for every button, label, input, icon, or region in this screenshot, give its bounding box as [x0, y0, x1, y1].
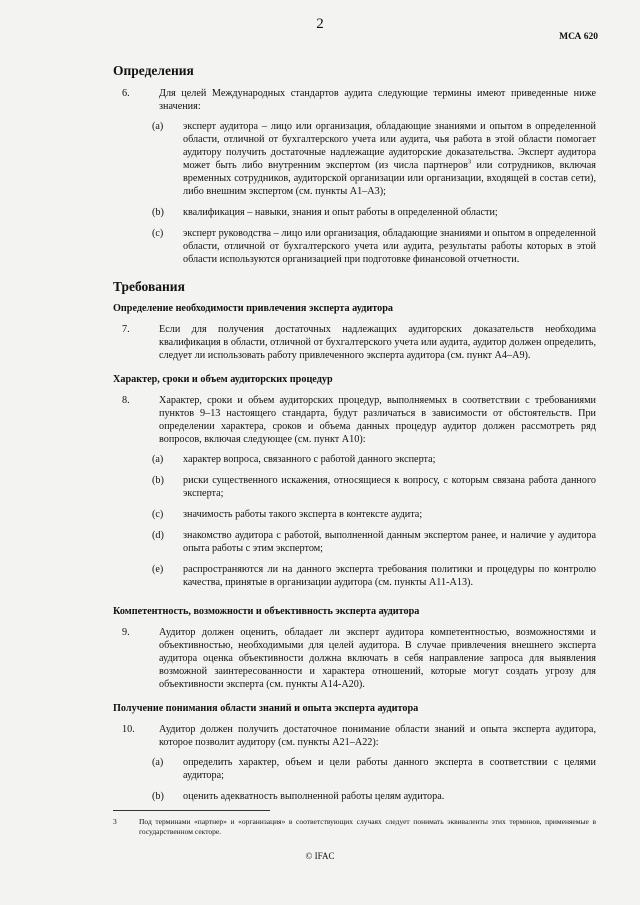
item-label: (a) — [152, 454, 164, 465]
paragraph-number: 10. — [122, 724, 135, 735]
paragraph-text: Для целей Международных стандартов аудита следующие термины имеют приведенные ниже значения: — [159, 88, 596, 112]
item-label: (a) — [152, 121, 164, 132]
list-item — [150, 529, 596, 555]
item-label: (d) — [152, 530, 164, 541]
item-text: характер вопроса, связанного с работой данного эксперта; — [183, 454, 436, 465]
item-label: (e) — [152, 564, 164, 575]
section-title-requirements: Требования — [113, 279, 185, 294]
list-item — [150, 206, 596, 219]
standard-code: МСА 620 — [559, 32, 598, 42]
footnote-separator — [113, 810, 270, 811]
item-text: эксперт аудитора – лицо или организация, обладающие знаниями и опытом в определенной области, отличной от бухгалтерского учета или аудита, чья работа в этой области помогает аудитору получить достаточные надлежащие аудиторские доказательства. Эксперт аудитора может быть либо внутренним экспертом (из числа партнеров$^3$ или сотрудников, включая временных сотрудников, аудиторской организации или организации, входящей в состав сети), либо внешним экспертом (см. пункты А1–А3); — [183, 121, 596, 197]
subsection-title: Характер, сроки и объем аудиторских процедур — [113, 374, 333, 385]
paragraph-number: 9. — [122, 627, 130, 638]
item-label: (a) — [152, 757, 164, 768]
page-body — [113, 63, 596, 811]
paragraph-text: Аудитор должен оценить, обладает ли эксперт аудитора компетентностью, возможностями и объективностью, необходимыми для целей аудитора. В случае привлечения внешнего эксперта аудитора оценка объективности должна включать в себя направление запроса для выявления возможной заинтересованности и характера отношений, которые могут создать угрозу для объективности эксперта (см. пункты А14-А20). — [159, 627, 596, 690]
footnote-text: Под терминами «партнер» и «организация» в соответствующих случаях следует понимать эквиваленты этих терминов, применяемые в государственном секторе. — [139, 817, 596, 836]
paragraph-text: Характер, сроки и объем аудиторских процедур, выполняемых в соответствии с требованиями пунктов 9–13 настоящего стандарта, будут различаться в зависимости от обстоятельств. При определении характера, сроков и объема данных процедур аудитор должен рассмотреть ряд вопросов, включая следующее (см. пункт А10): — [159, 395, 596, 445]
item-text: квалификация – навыки, знания и опыт работы в определенной области; — [183, 207, 498, 218]
paragraph-9 — [113, 626, 596, 691]
section-title-definitions: Определения — [113, 63, 194, 78]
list-item — [150, 227, 596, 266]
item-text: оценить адекватность выполненной работы целям аудитора. — [183, 791, 445, 802]
page-number: 2 — [316, 16, 324, 32]
footnote-ref: 3 — [467, 158, 472, 166]
paragraph-6 — [113, 87, 596, 113]
item-text: определить характер, объем и цели работы данного эксперта в соответствии с целями аудитора; — [183, 757, 596, 781]
list-item — [150, 563, 596, 589]
item-label: (b) — [152, 475, 164, 486]
paragraph-7 — [113, 323, 596, 362]
copyright-footer: © IFAC — [305, 851, 335, 861]
item-text: риски существенного искажения, относящиеся к вопросу, с которым связана работа данного эксперта; — [183, 475, 596, 499]
item-text: распространяются ли на данного эксперта требования политики и процедуры по контролю качества, принятые в организации аудитора (см. пункты А11-А13). — [183, 564, 596, 588]
paragraph-8 — [113, 394, 596, 446]
paragraph-number: 7. — [122, 324, 130, 335]
list-item — [150, 508, 596, 521]
definitions-list — [150, 120, 596, 266]
paragraph-number: 8. — [122, 395, 130, 406]
item-text: эксперт руководства – лицо или организация, обладающие знаниями и опытом в определенной области, отличной от бухгалтерского учета или аудита, результаты работы которых в этой области используются организацией при подготовке финансовой отчетности. — [183, 228, 596, 265]
paragraph-10 — [113, 723, 596, 749]
paragraph-text: Аудитор должен получить достаточное понимание области знаний и опыта эксперта аудитора, которое позволит аудитору (см. пункты А21–А22): — [159, 724, 596, 748]
list-item — [150, 453, 596, 466]
item-label: (b) — [152, 791, 164, 802]
subsection-title: Определение необходимости привлечения эксперта аудитора — [113, 303, 393, 314]
paragraph-number: 6. — [122, 88, 130, 99]
item-label: (b) — [152, 207, 164, 218]
procedure-list — [150, 453, 596, 589]
item-text: значимость работы такого эксперта в контексте аудита; — [183, 509, 423, 520]
item-text: знакомство аудитора с работой, выполненной данным экспертом ранее, и наличие у аудитора опыта работы с этим экспертом; — [183, 530, 596, 554]
footnote-number: 3 — [113, 817, 117, 826]
list-item — [150, 474, 596, 500]
subsection-title: Компетентность, возможности и объективность эксперта аудитора — [113, 606, 420, 617]
subsection-title: Получение понимания области знаний и опыта эксперта аудитора — [113, 703, 419, 714]
item-label: (c) — [152, 228, 164, 239]
footnote — [113, 817, 596, 837]
list-item — [150, 120, 596, 198]
list-item — [150, 756, 596, 782]
paragraph-text: Если для получения достаточных надлежащих аудиторских доказательств необходима квалификация в области, отличной от бухгалтерского учета или аудита, аудитор должен определить, следует ли использовать работу привлеченного эксперта аудитора (см. пункт А4–А9). — [159, 324, 596, 361]
understanding-list — [150, 756, 596, 803]
item-label: (c) — [152, 509, 164, 520]
list-item — [150, 790, 596, 803]
